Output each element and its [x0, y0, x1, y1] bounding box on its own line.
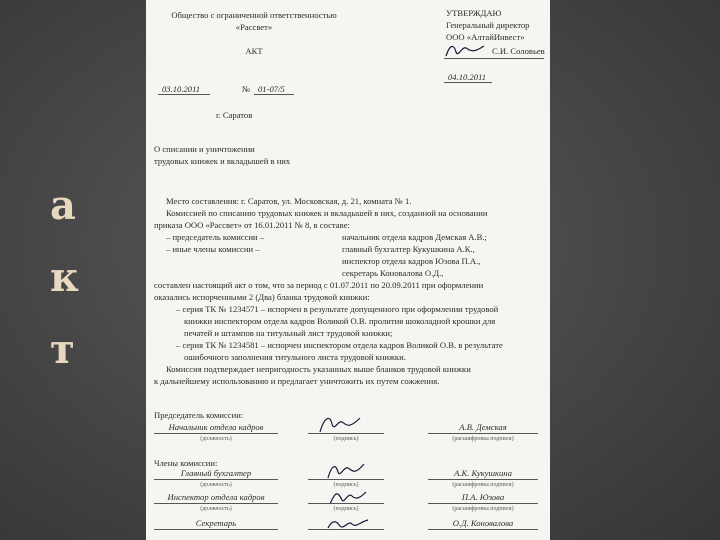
approve-title: УТВЕРЖДАЮ: [446, 8, 502, 18]
director-signature-icon: [444, 40, 488, 60]
chair-post: Начальник отдела кадров: [168, 422, 264, 432]
member3-name: О.Д. Коновалова: [452, 518, 514, 528]
body-p2-line1: составлен настоящий акт о том, что за период с 01.07.2011 по 20.09.2011 при оформлении: [154, 280, 484, 290]
date-underline: [158, 94, 210, 95]
bullet1-line1: – серия ТК № 1234571 – испорчен в результате допущенного при оформлении трудовой: [176, 304, 499, 314]
side-letter-a: а: [50, 182, 76, 229]
member4-name: секретарь Коновалова О.Д.,: [342, 268, 444, 278]
body-p3-line2: к дальнейшему использованию и предлагает уничтожить их путем сожжения.: [154, 376, 440, 386]
doc-number: 01-07/5: [258, 84, 285, 94]
body-p1-line1: Место составления: г. Саратов, ул. Московская, д. 21, комната № 1.: [166, 196, 412, 206]
bullet1-line3: печатей и штампов на титульный лист трудовой книжки;: [184, 328, 393, 338]
bullet2-line1: – серия ТК № 1234581 – испорчен инспектором отдела кадров Воликой О.В. в результате: [176, 340, 503, 350]
approve-line3: ООО «АлтайИнвест»: [446, 32, 525, 42]
member1-role: – председатель комиссии –: [166, 232, 265, 242]
members-label: Члены комиссии:: [154, 458, 218, 468]
member2-post: Инспектор отдела кадров: [167, 492, 265, 502]
member1-name: начальник отдела кадров Демская А.В.;: [342, 232, 487, 242]
approve-date: 04.10.2011: [448, 72, 487, 82]
member3-post-line: [154, 529, 278, 530]
bullet1-line2: книжки инспектором отдела кадров Воликой О.В. пролития шоколадной крошки для: [184, 316, 496, 326]
bullet2-line2: ошибочного заполнения титульного листа трудовой книжки.: [184, 352, 406, 362]
number-underline: [254, 94, 294, 95]
member2-name: П.А. Юзова: [461, 492, 505, 502]
approve-name: С.И. Соловьев: [492, 46, 545, 56]
subject-line2: трудовых книжек и вкладышей в них: [154, 156, 291, 166]
member1-name: А.К. Кукушкина: [454, 468, 512, 478]
approve-line2: Генеральный директор: [446, 20, 530, 30]
subject-line1: О списании и уничтожении: [154, 144, 255, 154]
org-line1: Общество с ограниченной ответственностью: [171, 10, 337, 20]
number-label: №: [242, 84, 251, 94]
member1-sign-caption: (подпись): [333, 482, 359, 488]
member2-role: – иные члены комиссии –: [166, 244, 260, 254]
body-p2-line2: оказались испорченными 2 (Два) бланка трудовой книжки:: [154, 292, 370, 302]
side-letter-t: т: [50, 326, 75, 373]
document-page: [146, 0, 550, 540]
member3-name-line: [428, 529, 538, 530]
member3-signature-icon: [324, 510, 372, 536]
member2-name: главный бухгалтер Кукушкина А.К.,: [342, 244, 475, 254]
chair-label: Председатель комиссии:: [154, 410, 244, 420]
side-letter-k: к: [50, 254, 79, 301]
member1-name-caption: (расшифровка подписи): [452, 482, 514, 488]
member2-post-caption: (должность): [200, 506, 232, 512]
doc-type: АКТ: [245, 46, 263, 56]
member2-sign-caption: (подпись): [333, 506, 359, 512]
approve-date-underline: [444, 82, 492, 83]
body-p3-line1: Комиссия подтверждает непригодность указанных выше бланков трудовой книжки: [166, 364, 471, 374]
org-line2: «Рассвет»: [235, 22, 273, 32]
member3-name: инспектор отдела кадров Юзова П.А.,: [342, 256, 481, 266]
chair-name-caption: (расшифровка подписи): [452, 436, 514, 442]
body-p1-line3: приказа ООО «Рассвет» от 16.01.2011 № 8, в составе:: [154, 220, 350, 230]
approve-underline: [444, 58, 544, 59]
doc-city: г. Саратов: [216, 110, 253, 120]
doc-date: 03.10.2011: [162, 84, 201, 94]
chair-sign-caption: (подпись): [333, 436, 359, 442]
member3-sign-line: [308, 529, 384, 530]
body-p1-line2: Комиссией по списанию трудовых книжек и вкладышей в них, созданной на основании: [166, 208, 488, 218]
member3-post: Секретарь: [195, 518, 237, 528]
member1-post: Главный бухгалтер: [180, 468, 252, 478]
member2-name-caption: (расшифровка подписи): [452, 506, 514, 512]
chair-name: А.В. Демская: [459, 422, 507, 432]
chair-post-caption: (должность): [200, 436, 232, 442]
member1-post-caption: (должность): [200, 482, 232, 488]
side-title: [50, 170, 100, 386]
